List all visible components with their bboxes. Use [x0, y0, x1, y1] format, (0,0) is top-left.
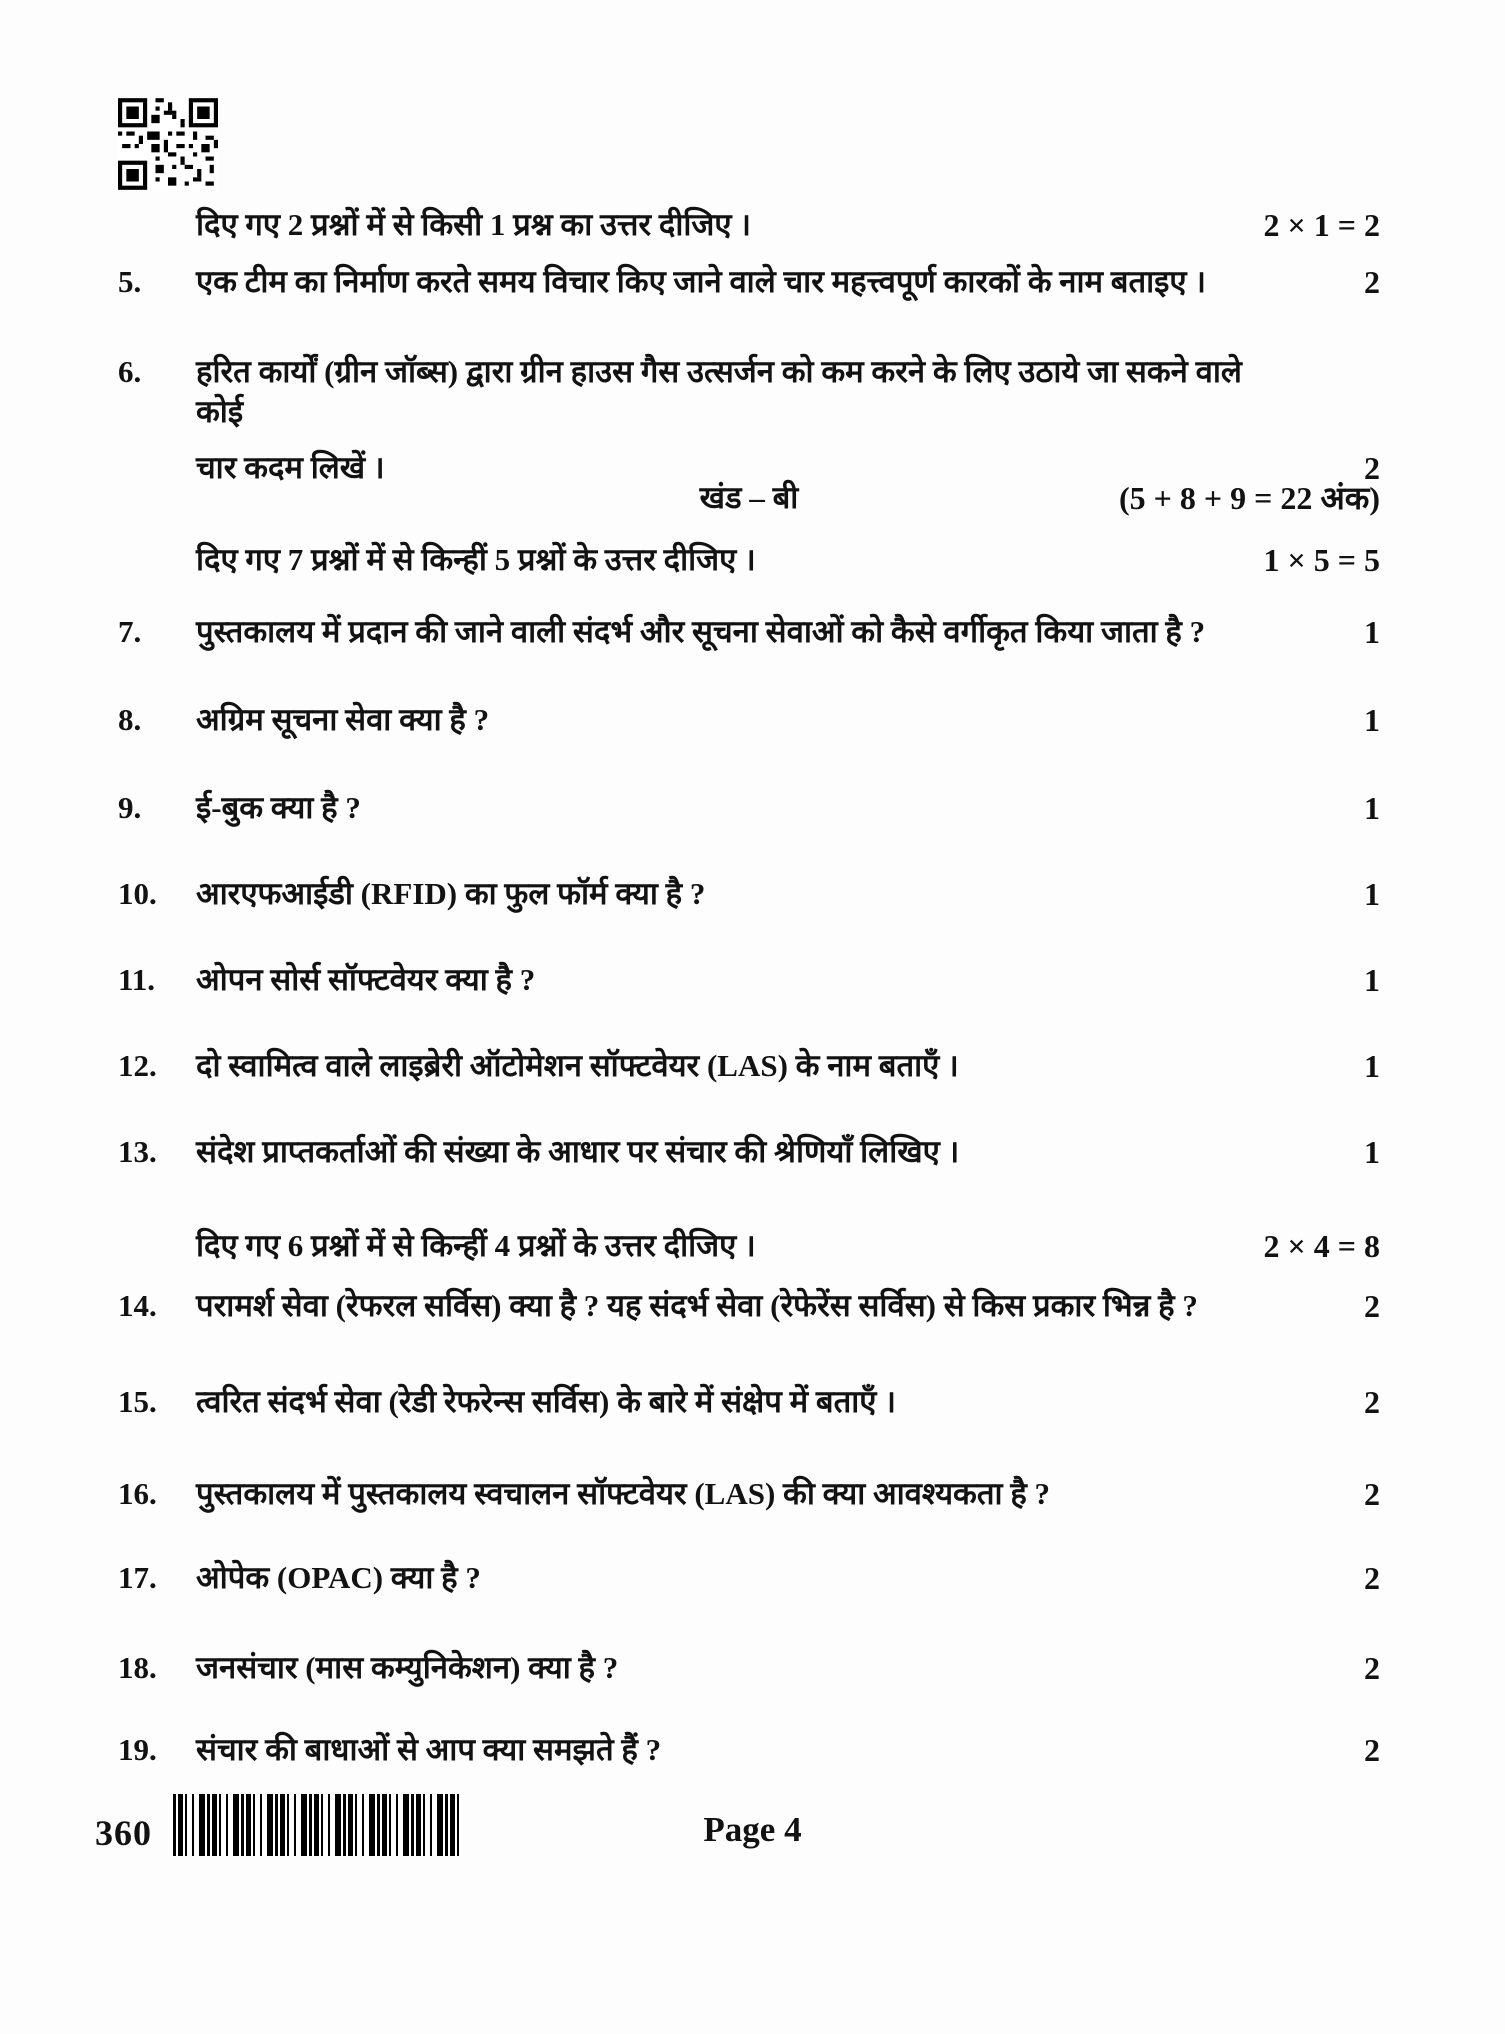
question-number: 9.: [118, 790, 142, 825]
question-marks: 2: [1364, 264, 1380, 300]
question-row-15: [118, 1382, 1380, 1422]
question-row-7: [118, 612, 1380, 652]
question-text: [196, 352, 1380, 488]
question-text: एक टीम का निर्माण करते समय विचार किए जाने वाले चार महत्त्वपूर्ण कारकों के नाम बताइए ।: [196, 264, 1207, 299]
question-row-13: [118, 1132, 1380, 1172]
section-marks-summary: (5 + 8 + 9 = 22 अंक): [1118, 480, 1380, 516]
instruction-row: [196, 205, 1380, 245]
section-title: खंड – बी: [699, 480, 799, 515]
question-text: पुस्तकालय में प्रदान की जाने वाली संदर्भ और सूचना सेवाओं को कैसे वर्गीकृत किया जाता है ?: [196, 614, 1206, 649]
question-number: 5.: [118, 264, 142, 299]
question-row-18: [118, 1648, 1380, 1688]
question-text: दो स्वामित्व वाले लाइब्रेरी ऑटोमेशन सॉफ्टवेयर (LAS) के नाम बताएँ ।: [196, 1048, 959, 1083]
instruction-marks: 2 × 4 = 8: [1263, 1228, 1380, 1264]
qr-code: [118, 98, 218, 190]
question-row-10: [118, 874, 1380, 914]
question-row-17: [118, 1558, 1380, 1598]
question-row-12: [118, 1046, 1380, 1086]
question-number: 18.: [118, 1650, 157, 1685]
question-marks: 1: [1364, 702, 1380, 738]
question-row-5: [118, 262, 1380, 302]
question-marks: 2: [1364, 450, 1380, 486]
paper-code: 360: [95, 1813, 152, 1853]
question-number: 12.: [118, 1048, 157, 1083]
section-header: [118, 478, 1380, 518]
question-row-11: [118, 960, 1380, 1000]
question-row-14: [118, 1286, 1380, 1326]
question-text: जनसंचार (मास कम्युनिकेशन) क्या है ?: [196, 1650, 619, 1685]
question-text: संदेश प्राप्तकर्ताओं की संख्या के आधार पर संचार की श्रेणियाँ लिखिए ।: [196, 1134, 960, 1169]
question-marks: 1: [1364, 876, 1380, 912]
question-marks: 1: [1364, 790, 1380, 826]
question-number: 10.: [118, 876, 157, 911]
question-row-9: [118, 788, 1380, 828]
question-marks: 2: [1364, 1650, 1380, 1686]
question-number: 11.: [118, 962, 156, 997]
question-marks: 2: [1364, 1288, 1380, 1324]
instruction-marks: 2 × 1 = 2: [1263, 207, 1380, 243]
question-marks: 2: [1364, 1476, 1380, 1512]
question-text-line1: हरित कार्यों (ग्रीन जॉब्स) द्वारा ग्रीन हाउस गैस उत्सर्जन को कम करने के लिए उठाये जा सकने वाले कोई: [196, 354, 1242, 429]
instruction-row: [196, 1226, 1380, 1266]
question-number: 14.: [118, 1288, 157, 1323]
page-number: Page 4: [703, 1810, 802, 1849]
question-text: संचार की बाधाओं से आप क्या समझते हैं ?: [196, 1732, 662, 1767]
question-number: 17.: [118, 1560, 157, 1595]
question-text-line2: चार कदम लिखें ।: [196, 450, 385, 485]
barcode: [173, 1794, 463, 1856]
question-marks: 2: [1364, 1732, 1380, 1768]
instruction-marks: 1 × 5 = 5: [1263, 542, 1380, 578]
question-marks: 1: [1364, 614, 1380, 650]
question-number: 13.: [118, 1134, 157, 1169]
instruction-row: [196, 540, 1380, 580]
question-text: परामर्श सेवा (रेफरल सर्विस) क्या है ? यह संदर्भ सेवा (रेफेरेंस सर्विस) से किस प्रकार भिन्न है ?: [196, 1288, 1198, 1323]
question-marks: 1: [1364, 1048, 1380, 1084]
question-text: ई-बुक क्या है ?: [196, 790, 361, 825]
question-number: 16.: [118, 1476, 157, 1511]
question-row-16: [118, 1474, 1380, 1514]
question-text: ओपेक (OPAC) क्या है ?: [196, 1560, 481, 1595]
question-marks: 2: [1364, 1384, 1380, 1420]
instruction-text: दिए गए 7 प्रश्नों में से किन्हीं 5 प्रश्नों के उत्तर दीजिए ।: [196, 542, 756, 577]
question-text: ओपन सोर्स सॉफ्टवेयर क्या है ?: [196, 962, 536, 997]
question-number: 8.: [118, 702, 142, 737]
question-number: 15.: [118, 1384, 157, 1419]
question-number: 19.: [118, 1732, 157, 1767]
question-marks: 2: [1364, 1560, 1380, 1596]
question-marks: 1: [1364, 962, 1380, 998]
question-text: पुस्तकालय में पुस्तकालय स्वचालन सॉफ्टवेयर (LAS) की क्या आवश्यकता है ?: [196, 1476, 1051, 1511]
instruction-text: दिए गए 2 प्रश्नों में से किसी 1 प्रश्न का उत्तर दीजिए ।: [196, 207, 752, 242]
instruction-text: दिए गए 6 प्रश्नों में से किन्हीं 4 प्रश्नों के उत्तर दीजिए ।: [196, 1228, 756, 1263]
question-marks: 1: [1364, 1134, 1380, 1170]
question-row-8: [118, 700, 1380, 740]
question-row-6: [118, 352, 1380, 488]
question-text: आरएफआईडी (RFID) का फुल फॉर्म क्या है ?: [196, 876, 706, 911]
question-number: 6.: [118, 354, 142, 389]
question-text: अग्रिम सूचना सेवा क्या है ?: [196, 702, 490, 737]
question-text: त्वरित संदर्भ सेवा (रेडी रेफरेन्स सर्विस) के बारे में संक्षेप में बताएँ ।: [196, 1384, 896, 1419]
question-row-19: [118, 1730, 1380, 1770]
qr-code-graphic: [118, 98, 218, 190]
question-number: 7.: [118, 614, 142, 649]
